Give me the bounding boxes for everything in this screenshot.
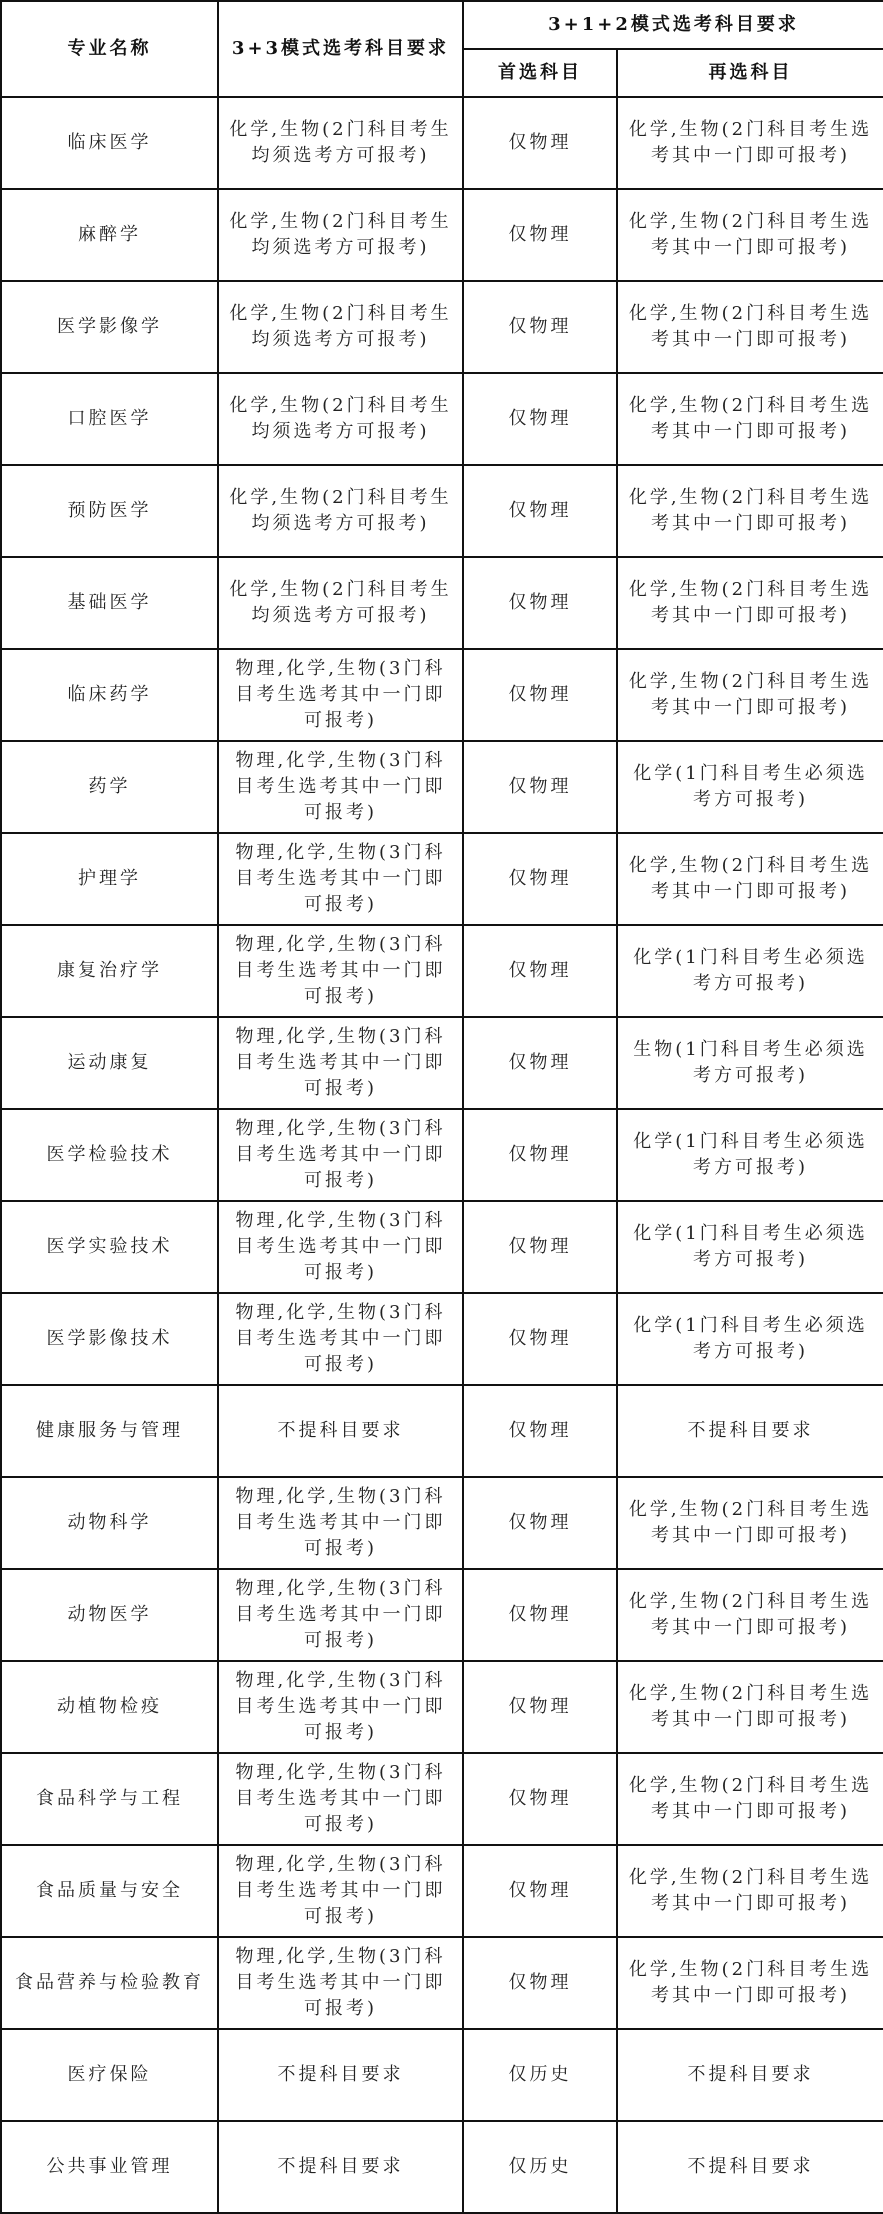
header-first-subject: 首选科目 bbox=[463, 49, 617, 97]
table-row bbox=[1, 281, 883, 373]
first-subject-cell: 仅物理 bbox=[463, 1937, 617, 2029]
second-subject-cell: 化学,生物(2门科目考生选考其中一门即可报考) bbox=[617, 1661, 883, 1753]
first-subject-cell: 仅物理 bbox=[463, 741, 617, 833]
table-row bbox=[1, 2029, 883, 2121]
second-subject-cell: 不提科目要求 bbox=[617, 2121, 883, 2213]
major-cell: 康复治疗学 bbox=[1, 925, 218, 1017]
req-3-3-cell: 物理,化学,生物(3门科目考生选考其中一门即可报考) bbox=[218, 741, 463, 833]
first-subject-cell: 仅物理 bbox=[463, 373, 617, 465]
table-row bbox=[1, 1937, 883, 2029]
first-subject-cell: 仅物理 bbox=[463, 557, 617, 649]
major-cell: 基础医学 bbox=[1, 557, 218, 649]
major-cell: 医学实验技术 bbox=[1, 1201, 218, 1293]
header-major: 专业名称 bbox=[1, 1, 218, 97]
req-3-3-cell: 物理,化学,生物(3门科目考生选考其中一门即可报考) bbox=[218, 1569, 463, 1661]
req-3-3-cell: 化学,生物(2门科目考生均须选考方可报考) bbox=[218, 97, 463, 189]
req-3-3-cell: 物理,化学,生物(3门科目考生选考其中一门即可报考) bbox=[218, 1477, 463, 1569]
second-subject-cell: 化学,生物(2门科目考生选考其中一门即可报考) bbox=[617, 833, 883, 925]
second-subject-cell: 化学(1门科目考生必须选考方可报考) bbox=[617, 1201, 883, 1293]
req-3-3-cell: 不提科目要求 bbox=[218, 2121, 463, 2213]
second-subject-cell: 化学,生物(2门科目考生选考其中一门即可报考) bbox=[617, 1845, 883, 1937]
major-cell: 健康服务与管理 bbox=[1, 1385, 218, 1477]
first-subject-cell: 仅物理 bbox=[463, 465, 617, 557]
major-cell: 动物医学 bbox=[1, 1569, 218, 1661]
major-cell: 口腔医学 bbox=[1, 373, 218, 465]
header-second-subject: 再选科目 bbox=[617, 49, 883, 97]
second-subject-cell: 化学(1门科目考生必须选考方可报考) bbox=[617, 925, 883, 1017]
first-subject-cell: 仅物理 bbox=[463, 1845, 617, 1937]
first-subject-cell: 仅物理 bbox=[463, 1201, 617, 1293]
req-3-3-cell: 物理,化学,生物(3门科目考生选考其中一门即可报考) bbox=[218, 1109, 463, 1201]
major-cell: 医疗保险 bbox=[1, 2029, 218, 2121]
major-cell: 公共事业管理 bbox=[1, 2121, 218, 2213]
second-subject-cell: 化学(1门科目考生必须选考方可报考) bbox=[617, 1293, 883, 1385]
table-row bbox=[1, 925, 883, 1017]
table-row bbox=[1, 741, 883, 833]
major-cell: 临床药学 bbox=[1, 649, 218, 741]
second-subject-cell: 化学,生物(2门科目考生选考其中一门即可报考) bbox=[617, 189, 883, 281]
major-cell: 动植物检疫 bbox=[1, 1661, 218, 1753]
major-cell: 食品科学与工程 bbox=[1, 1753, 218, 1845]
table-row bbox=[1, 2121, 883, 2213]
major-cell: 药学 bbox=[1, 741, 218, 833]
req-3-3-cell: 物理,化学,生物(3门科目考生选考其中一门即可报考) bbox=[218, 1845, 463, 1937]
first-subject-cell: 仅物理 bbox=[463, 1293, 617, 1385]
major-cell: 麻醉学 bbox=[1, 189, 218, 281]
req-3-3-cell: 物理,化学,生物(3门科目考生选考其中一门即可报考) bbox=[218, 1661, 463, 1753]
major-cell: 食品营养与检验教育 bbox=[1, 1937, 218, 2029]
first-subject-cell: 仅物理 bbox=[463, 281, 617, 373]
table-row bbox=[1, 373, 883, 465]
second-subject-cell: 化学,生物(2门科目考生选考其中一门即可报考) bbox=[617, 649, 883, 741]
first-subject-cell: 仅物理 bbox=[463, 833, 617, 925]
header-3-3-mode: 3+3模式选考科目要求 bbox=[218, 1, 463, 97]
first-subject-cell: 仅物理 bbox=[463, 1109, 617, 1201]
first-subject-cell: 仅物理 bbox=[463, 1385, 617, 1477]
req-3-3-cell: 物理,化学,生物(3门科目考生选考其中一门即可报考) bbox=[218, 1201, 463, 1293]
second-subject-cell: 化学(1门科目考生必须选考方可报考) bbox=[617, 1109, 883, 1201]
first-subject-cell: 仅历史 bbox=[463, 2029, 617, 2121]
first-subject-cell: 仅物理 bbox=[463, 1661, 617, 1753]
table-row bbox=[1, 833, 883, 925]
table-row bbox=[1, 189, 883, 281]
req-3-3-cell: 化学,生物(2门科目考生均须选考方可报考) bbox=[218, 373, 463, 465]
first-subject-cell: 仅物理 bbox=[463, 1017, 617, 1109]
first-subject-cell: 仅物理 bbox=[463, 649, 617, 741]
second-subject-cell: 化学,生物(2门科目考生选考其中一门即可报考) bbox=[617, 557, 883, 649]
req-3-3-cell: 物理,化学,生物(3门科目考生选考其中一门即可报考) bbox=[218, 1937, 463, 2029]
table-row bbox=[1, 1569, 883, 1661]
first-subject-cell: 仅物理 bbox=[463, 97, 617, 189]
first-subject-cell: 仅物理 bbox=[463, 189, 617, 281]
major-cell: 医学影像学 bbox=[1, 281, 218, 373]
second-subject-cell: 化学,生物(2门科目考生选考其中一门即可报考) bbox=[617, 1569, 883, 1661]
req-3-3-cell: 物理,化学,生物(3门科目考生选考其中一门即可报考) bbox=[218, 925, 463, 1017]
req-3-3-cell: 不提科目要求 bbox=[218, 2029, 463, 2121]
second-subject-cell: 化学,生物(2门科目考生选考其中一门即可报考) bbox=[617, 1937, 883, 2029]
req-3-3-cell: 物理,化学,生物(3门科目考生选考其中一门即可报考) bbox=[218, 833, 463, 925]
first-subject-cell: 仅物理 bbox=[463, 1569, 617, 1661]
major-cell: 医学影像技术 bbox=[1, 1293, 218, 1385]
table-row bbox=[1, 1017, 883, 1109]
table-row bbox=[1, 649, 883, 741]
table-row bbox=[1, 1293, 883, 1385]
header-3-1-2-mode: 3+1+2模式选考科目要求 bbox=[463, 1, 883, 49]
first-subject-cell: 仅历史 bbox=[463, 2121, 617, 2213]
req-3-3-cell: 化学,生物(2门科目考生均须选考方可报考) bbox=[218, 465, 463, 557]
req-3-3-cell: 物理,化学,生物(3门科目考生选考其中一门即可报考) bbox=[218, 1753, 463, 1845]
second-subject-cell: 生物(1门科目考生必须选考方可报考) bbox=[617, 1017, 883, 1109]
req-3-3-cell: 不提科目要求 bbox=[218, 1385, 463, 1477]
major-cell: 运动康复 bbox=[1, 1017, 218, 1109]
req-3-3-cell: 物理,化学,生物(3门科目考生选考其中一门即可报考) bbox=[218, 1017, 463, 1109]
table-row bbox=[1, 1845, 883, 1937]
second-subject-cell: 化学,生物(2门科目考生选考其中一门即可报考) bbox=[617, 465, 883, 557]
req-3-3-cell: 化学,生物(2门科目考生均须选考方可报考) bbox=[218, 281, 463, 373]
req-3-3-cell: 化学,生物(2门科目考生均须选考方可报考) bbox=[218, 557, 463, 649]
table-row bbox=[1, 1201, 883, 1293]
req-3-3-cell: 物理,化学,生物(3门科目考生选考其中一门即可报考) bbox=[218, 649, 463, 741]
major-cell: 医学检验技术 bbox=[1, 1109, 218, 1201]
second-subject-cell: 化学,生物(2门科目考生选考其中一门即可报考) bbox=[617, 1477, 883, 1569]
req-3-3-cell: 化学,生物(2门科目考生均须选考方可报考) bbox=[218, 189, 463, 281]
first-subject-cell: 仅物理 bbox=[463, 1753, 617, 1845]
major-cell: 动物科学 bbox=[1, 1477, 218, 1569]
table-row bbox=[1, 465, 883, 557]
req-3-3-cell: 物理,化学,生物(3门科目考生选考其中一门即可报考) bbox=[218, 1293, 463, 1385]
major-cell: 护理学 bbox=[1, 833, 218, 925]
second-subject-cell: 不提科目要求 bbox=[617, 1385, 883, 1477]
second-subject-cell: 化学,生物(2门科目考生选考其中一门即可报考) bbox=[617, 281, 883, 373]
first-subject-cell: 仅物理 bbox=[463, 1477, 617, 1569]
second-subject-cell: 化学,生物(2门科目考生选考其中一门即可报考) bbox=[617, 373, 883, 465]
table-row bbox=[1, 1753, 883, 1845]
major-cell: 预防医学 bbox=[1, 465, 218, 557]
table-row bbox=[1, 97, 883, 189]
table-body bbox=[1, 97, 883, 2213]
major-cell: 食品质量与安全 bbox=[1, 1845, 218, 1937]
table-row bbox=[1, 1661, 883, 1753]
second-subject-cell: 化学(1门科目考生必须选考方可报考) bbox=[617, 741, 883, 833]
second-subject-cell: 化学,生物(2门科目考生选考其中一门即可报考) bbox=[617, 1753, 883, 1845]
table-row bbox=[1, 1109, 883, 1201]
table-row bbox=[1, 1477, 883, 1569]
second-subject-cell: 化学,生物(2门科目考生选考其中一门即可报考) bbox=[617, 97, 883, 189]
table-row bbox=[1, 557, 883, 649]
second-subject-cell: 不提科目要求 bbox=[617, 2029, 883, 2121]
table-row bbox=[1, 1385, 883, 1477]
major-cell: 临床医学 bbox=[1, 97, 218, 189]
first-subject-cell: 仅物理 bbox=[463, 925, 617, 1017]
